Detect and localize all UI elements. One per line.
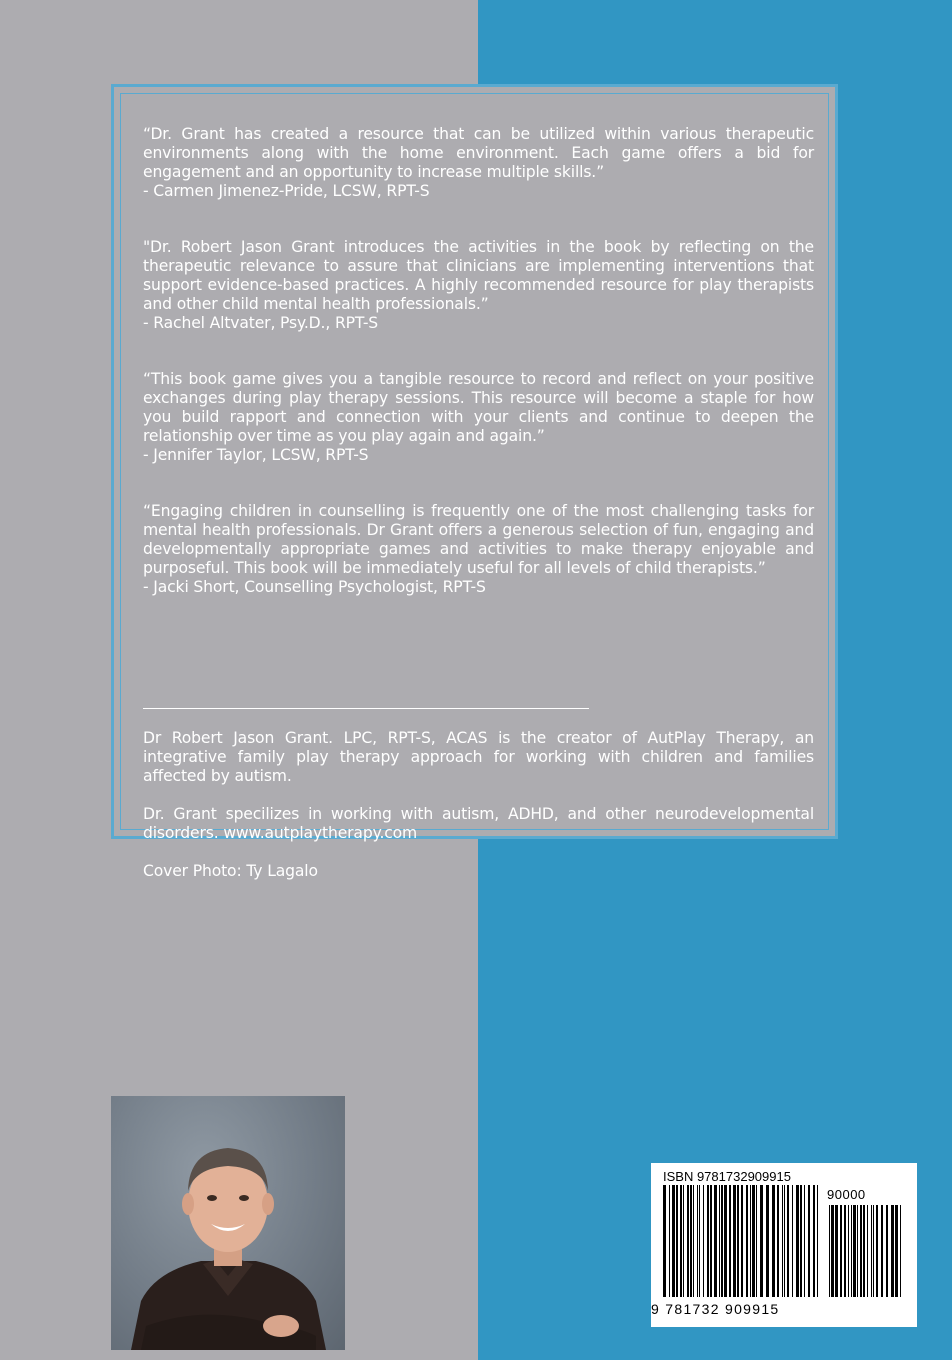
spacer — [143, 843, 814, 862]
testimonial-quote: “Engaging children in counselling is frequently one of the most challenging tasks for mental health professionals. Dr Grant offers a generous selection of fun, engaging and developmentally appropriate games and activities to make therapy enjoyable and purposeful. This book will be immediately useful for all levels of child therapists.” — [143, 502, 814, 577]
bio-paragraph-1: Dr Robert Jason Grant. LPC, RPT-S, ACAS is the creator of AutPlay Therapy, an integrative family play therapy approach for working with children and families affected by autism. — [143, 729, 814, 785]
spacer — [143, 786, 814, 805]
testimonial-1 — [143, 125, 814, 201]
isbn-barcode — [651, 1163, 917, 1327]
testimonial-3 — [143, 370, 814, 465]
testimonial-attribution: - Jennifer Taylor, LCSW, RPT-S — [143, 446, 369, 464]
photo-credit: Cover Photo: Ty Lagalo — [143, 862, 318, 880]
price-code: 90000 — [827, 1187, 866, 1202]
section-divider — [143, 708, 589, 709]
testimonial-quote: “This book game gives you a tangible resource to record and reflect on your positive exchanges during play therapy sessions. This resource will become a staple for how you build rapport and connection with your clients and continue to deepen the relationship over time as you play again and again.” — [143, 370, 814, 445]
testimonial-attribution: - Carmen Jimenez-Pride, LCSW, RPT-S — [143, 182, 430, 200]
author-bio — [143, 729, 814, 881]
author-portrait-illustration — [111, 1096, 345, 1350]
testimonial-quote: "Dr. Robert Jason Grant introduces the activities in the book by reflecting on the therapeutic relevance to assure that clinicians are implementing interventions that support evidence-based practices. A highly recommended resource for play therapists and other child mental health professionals.” — [143, 238, 814, 313]
testimonial-2 — [143, 238, 814, 333]
isbn-label: ISBN 9781732909915 — [663, 1169, 791, 1184]
testimonial-attribution: - Rachel Altvater, Psy.D., RPT-S — [143, 314, 379, 332]
testimonial-4 — [143, 502, 814, 597]
testimonial-attribution: - Jacki Short, Counselling Psychologist, RPT-S — [143, 578, 486, 596]
testimonial-quote: “Dr. Grant has created a resource that can be utilized within various therapeutic environments along with the home environment. Each game offers a bid for engagement and an opportunity to increase multiple skills.” — [143, 125, 814, 181]
author-photo — [111, 1096, 345, 1350]
isbn-digits: 9 781732 909915 — [651, 1301, 780, 1317]
bio-paragraph-2: Dr. Grant specilizes in working with autism, ADHD, and other neurodevelopmental disorders. www.autplaytherapy.com — [143, 805, 814, 842]
